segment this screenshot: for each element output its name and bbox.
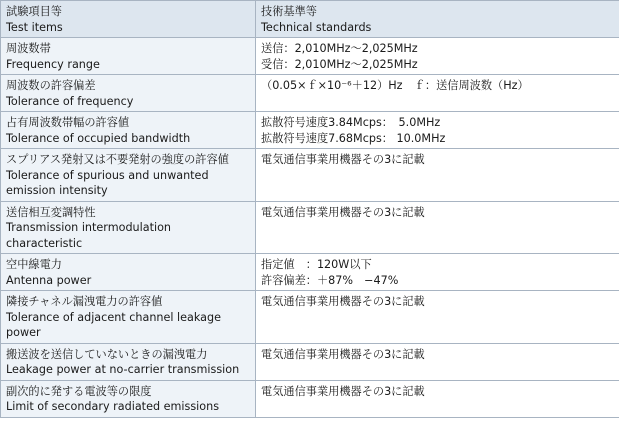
test-item-text: Tolerance of spurious and unwanted	[6, 168, 209, 182]
header-test-items	[1, 1, 256, 38]
technical-standard-text: 指定値 ：120W以下	[261, 258, 372, 271]
test-item-text: characteristic	[6, 236, 83, 250]
table-row	[1, 112, 619, 149]
technical-standard-cell	[256, 201, 619, 254]
test-item-cell	[1, 38, 256, 75]
test-item-text: power	[6, 326, 41, 339]
technical-standard-text: 送信：2,010MHz～2,025MHz	[261, 42, 418, 55]
test-item-cell	[1, 149, 256, 202]
technical-standard-text: 電気通信事業用機器その3に記載	[261, 295, 425, 308]
technical-standard-text: 受信：2,010MHz～2,025MHz	[261, 57, 418, 71]
header-row	[1, 1, 619, 38]
test-item-text: 送信相互変調特性	[6, 205, 96, 219]
test-item-cell	[1, 343, 256, 380]
technical-standard-cell	[256, 75, 619, 112]
technical-standard-text: 電気通信事業用機器その3に記載	[261, 384, 425, 398]
test-item-text: 副次的に発する電波等の限度	[6, 384, 152, 398]
test-item-cell	[1, 112, 256, 149]
test-item-text: Tolerance of occupied bandwidth	[6, 131, 191, 145]
table-row	[1, 38, 619, 75]
technical-standard-cell	[256, 112, 619, 149]
table-row	[1, 343, 619, 380]
header-item-en: Test items	[6, 20, 63, 34]
technical-standard-text: （0.05×ｆ×10⁻⁶＋12）Hz ｆ：送信周波数（Hz）	[261, 79, 529, 92]
header-item-ja: 試験項目等	[6, 5, 62, 18]
test-item-text: 周波数の許容偏差	[6, 79, 96, 92]
technical-standard-cell	[256, 343, 619, 380]
test-item-text: 占有周波数帯幅の許容値	[6, 116, 130, 129]
header-std-ja: 技術基準等	[261, 5, 317, 18]
table-row	[1, 254, 619, 291]
table-row	[1, 149, 619, 202]
test-item-text: スプリアス発射又は不要発射の強度の許容値	[6, 153, 229, 166]
test-item-cell	[1, 380, 256, 417]
technical-standard-cell	[256, 291, 619, 344]
test-item-text: Limit of secondary radiated emissions	[6, 400, 220, 413]
technical-standard-text: 拡散符号速度3.84Mcps： 5.0MHz	[261, 116, 441, 129]
test-item-cell	[1, 75, 256, 112]
test-item-text: Tolerance of adjacent channel leakage	[6, 310, 222, 324]
technical-standard-text: 拡散符号速度7.68Mcps： 10.0MHz	[261, 131, 446, 145]
table-row	[1, 75, 619, 112]
test-item-cell	[1, 254, 256, 291]
test-item-text: 周波数帯	[6, 42, 51, 55]
table-row	[1, 291, 619, 344]
table-row	[1, 380, 619, 417]
test-item-text: Frequency range	[6, 57, 100, 71]
test-item-text: emission intensity	[6, 184, 108, 197]
header-technical-standards	[256, 1, 619, 38]
technical-standard-text: 電気通信事業用機器その3に記載	[261, 347, 425, 361]
technical-standard-text: 電気通信事業用機器その3に記載	[261, 153, 425, 166]
header-std-en: Technical standards	[261, 20, 372, 34]
test-item-text: 隣接チャネル漏洩電力の許容値	[6, 295, 163, 308]
table-row	[1, 201, 619, 254]
test-item-cell	[1, 201, 256, 254]
test-item-text: 搬送波を送信していないときの漏洩電力	[6, 347, 208, 361]
test-item-text: 空中線電力	[6, 258, 62, 271]
technical-standard-text: 許容偏差：＋87% −47%	[261, 273, 399, 287]
test-item-text: Transmission intermodulation	[6, 221, 172, 234]
test-item-text: Leakage power at no-carrier transmission	[6, 363, 240, 376]
test-item-text: Antenna power	[6, 273, 92, 287]
technical-standard-cell	[256, 380, 619, 417]
technical-standard-cell	[256, 38, 619, 75]
test-item-cell	[1, 291, 256, 344]
test-item-text: Tolerance of frequency	[6, 94, 134, 108]
technical-standard-cell	[256, 149, 619, 202]
technical-standard-cell	[256, 254, 619, 291]
technical-standard-text: 電気通信事業用機器その3に記載	[261, 205, 425, 219]
